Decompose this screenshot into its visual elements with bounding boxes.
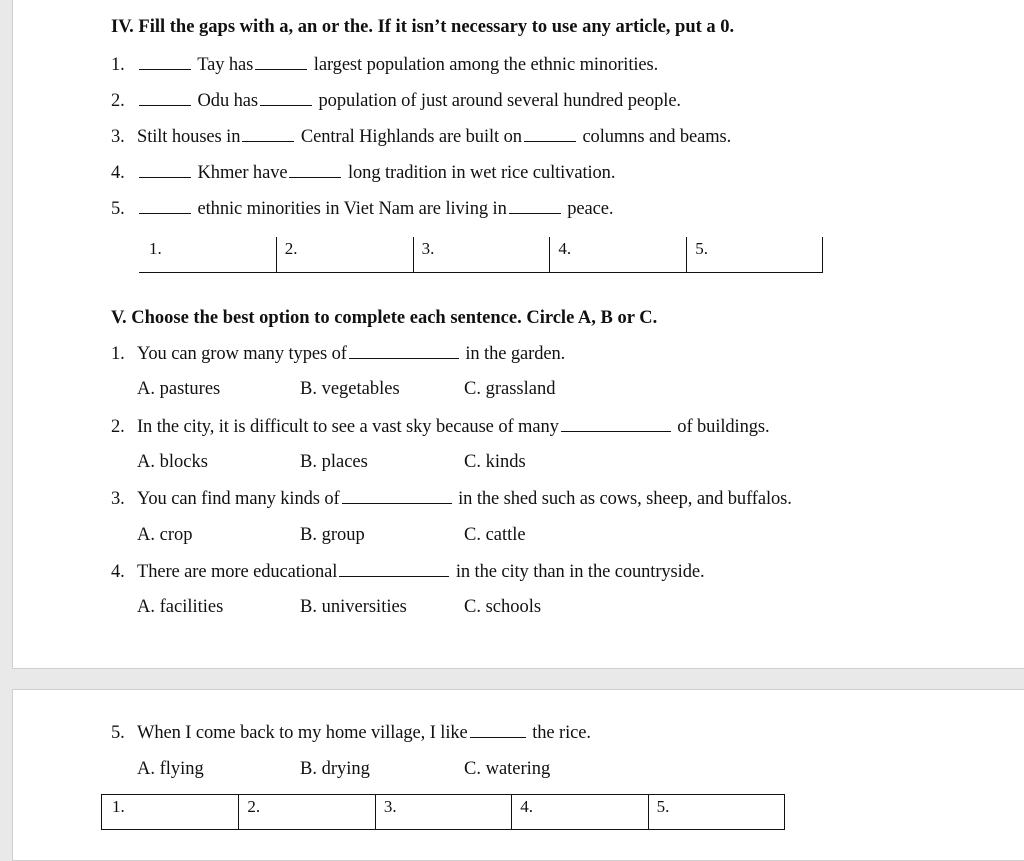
option-a[interactable]: A. crop xyxy=(137,525,193,545)
section-v-question-5 xyxy=(111,722,591,744)
option-a[interactable]: A. blocks xyxy=(137,452,208,472)
section-iv-item-5 xyxy=(111,198,613,220)
section-iv-item-1 xyxy=(111,54,658,76)
answer-blank xyxy=(289,162,341,178)
section-iv-item-4 xyxy=(111,162,615,184)
section-v-heading: V. Choose the best option to complete each sentence. Circle A, B or C. xyxy=(111,308,658,328)
option-c[interactable]: C. watering xyxy=(464,759,551,779)
item-number: 5. xyxy=(111,199,125,219)
section-iv-item-2 xyxy=(111,90,681,112)
item-text: Odu has xyxy=(197,91,258,111)
question-number: 3. xyxy=(111,489,125,509)
answer-cell-1[interactable]: 1. xyxy=(112,797,125,816)
question-text: in the city than in the countryside. xyxy=(455,562,705,582)
question-text: You can find many kinds of xyxy=(137,489,340,509)
option-a[interactable]: A. pastures xyxy=(137,379,221,399)
answer-blank xyxy=(139,54,191,70)
option-c[interactable]: C. kinds xyxy=(464,452,526,472)
item-text: Tay has xyxy=(197,55,254,75)
answer-cell-2[interactable]: 2. xyxy=(276,237,413,272)
answer-blank xyxy=(470,722,526,738)
option-b[interactable]: B. places xyxy=(300,452,368,472)
item-number: 3. xyxy=(111,127,125,147)
option-a[interactable]: A. flying xyxy=(137,759,204,779)
answer-cell-2[interactable]: 2. xyxy=(238,795,374,829)
answer-blank xyxy=(509,198,561,214)
worksheet-page-2 xyxy=(12,689,1024,861)
question-number: 2. xyxy=(111,417,125,437)
answer-blank xyxy=(139,90,191,106)
answer-blank xyxy=(242,126,294,142)
answer-cell-4[interactable]: 4. xyxy=(549,237,686,272)
question-text: in the shed such as cows, sheep, and buffalos. xyxy=(458,489,792,509)
item-text: Stilt houses in xyxy=(137,127,241,147)
answer-blank xyxy=(524,126,576,142)
answer-blank xyxy=(342,488,452,504)
option-b[interactable]: B. vegetables xyxy=(300,379,400,399)
answer-blank xyxy=(561,416,671,432)
item-text: columns and beams. xyxy=(582,127,732,147)
item-text: ethnic minorities in Viet Nam are living in xyxy=(197,199,507,219)
section-v-question-1 xyxy=(111,343,565,365)
item-text: long tradition in wet rice cultivation. xyxy=(347,163,616,183)
answer-blank xyxy=(139,198,191,214)
section-v-question-4 xyxy=(111,561,704,583)
item-number: 1. xyxy=(111,55,125,75)
answer-blank xyxy=(349,343,459,359)
option-b[interactable]: B. group xyxy=(300,525,365,545)
option-c[interactable]: C. grassland xyxy=(464,379,556,399)
option-c[interactable]: C. schools xyxy=(464,597,542,617)
answer-cell-4[interactable]: 4. xyxy=(511,795,647,829)
question-number: 5. xyxy=(111,723,125,743)
answer-cell-1[interactable]: 1. xyxy=(149,239,162,258)
section-v-question-3 xyxy=(111,488,792,510)
worksheet-page-1 xyxy=(12,0,1024,669)
answer-cell-5[interactable]: 5. xyxy=(686,237,823,272)
answer-cell-3[interactable]: 3. xyxy=(413,237,550,272)
question-text: In the city, it is difficult to see a vast sky because of many xyxy=(137,417,559,437)
question-text: of buildings. xyxy=(677,417,770,437)
section-iv-heading: IV. Fill the gaps with a, an or the. If it isn’t necessary to use any article, put a 0. xyxy=(111,17,735,37)
item-text: population of just around several hundred people. xyxy=(318,91,681,111)
item-number: 2. xyxy=(111,91,125,111)
question-text: the rice. xyxy=(532,723,591,743)
item-text: peace. xyxy=(567,199,614,219)
question-text: There are more educational xyxy=(137,562,338,582)
item-text: Central Highlands are built on xyxy=(300,127,522,147)
section-v-question-2 xyxy=(111,416,770,438)
answer-blank xyxy=(260,90,312,106)
question-text: You can grow many types of xyxy=(137,344,347,364)
section-iv-item-3 xyxy=(111,126,731,148)
option-b[interactable]: B. drying xyxy=(300,759,370,779)
answer-cell-5[interactable]: 5. xyxy=(648,795,784,829)
option-a[interactable]: A. facilities xyxy=(137,597,224,617)
question-number: 4. xyxy=(111,562,125,582)
question-number: 1. xyxy=(111,344,125,364)
answer-blank xyxy=(139,162,191,178)
question-text: in the garden. xyxy=(465,344,566,364)
item-number: 4. xyxy=(111,163,125,183)
answer-blank xyxy=(339,561,449,577)
item-text: largest population among the ethnic minorities. xyxy=(313,55,659,75)
option-c[interactable]: C. cattle xyxy=(464,525,526,545)
option-b[interactable]: B. universities xyxy=(300,597,407,617)
section-v-answer-table xyxy=(101,794,785,830)
question-text: When I come back to my home village, I like xyxy=(137,723,468,743)
answer-cell-3[interactable]: 3. xyxy=(375,795,511,829)
answer-blank xyxy=(255,54,307,70)
section-iv-answer-table xyxy=(139,237,823,273)
item-text: Khmer have xyxy=(197,163,288,183)
